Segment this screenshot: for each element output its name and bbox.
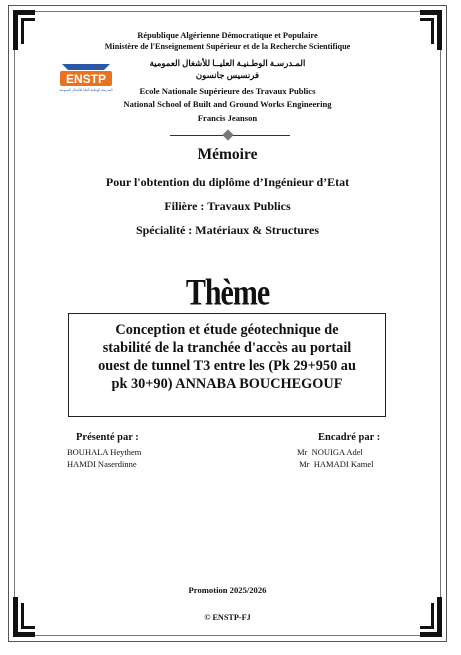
supervised-by-label: Encadré par : [318, 432, 381, 443]
school-name-french: Ecole Nationale Supérieure des Travaux Publics [139, 86, 316, 96]
ministry-line: Ministère de l'Enseignement Supérieur et de la Recherche Scientifique [104, 42, 351, 51]
school-founder-arabic: فرنسيس جانسون [195, 70, 260, 80]
school-name-english: National School of Built and Ground Works Engineering [123, 99, 332, 109]
filiere-line: Filière : Travaux Publics [164, 199, 291, 213]
student-name: BOUHALA Heythem [67, 447, 142, 457]
school-founder-name: Francis Jeanson [197, 113, 258, 123]
republic-line: République Algérienne Démocratique et Populaire [137, 31, 318, 40]
student-name: HAMDI Naserdinne [67, 459, 137, 469]
subject-line: Conception et étude géotechnique de [115, 322, 339, 338]
supervisor-name: Mr NOUIGA Adel [297, 447, 363, 457]
logo-text: ENSTP [65, 72, 107, 86]
presented-by-label: Présenté par : [76, 432, 139, 443]
logo-subtitle: المدرسة الوطنية العليا للأشغال العمومية [59, 88, 113, 92]
subject-line: stabilité de la tranchée d'accès au portail [102, 340, 352, 356]
copyright-line: © ENSTP-FJ [204, 613, 251, 622]
subject-box [68, 313, 386, 417]
subject-line: pk 30+90) ANNABA BOUCHEGOUF [111, 376, 343, 392]
promotion-line: Promotion 2025/2026 [188, 585, 267, 595]
diploma-line: Pour l'obtention du diplôme d’Ingénieur d’Etat [105, 175, 350, 189]
supervisor-name: Mr HAMADI Kamel [297, 459, 374, 469]
specialite-line: Spécialité : Matériaux & Structures [135, 223, 320, 237]
subject-line: ouest de tunnel T3 entre les (Pk 29+950 au [98, 358, 356, 374]
memoire-title: Mémoire [197, 146, 258, 163]
school-name-arabic: المـدرسـة الوطـنيـة العليــا للأشغال العمومية [149, 58, 306, 68]
theme-heading: Thème [185, 272, 270, 314]
